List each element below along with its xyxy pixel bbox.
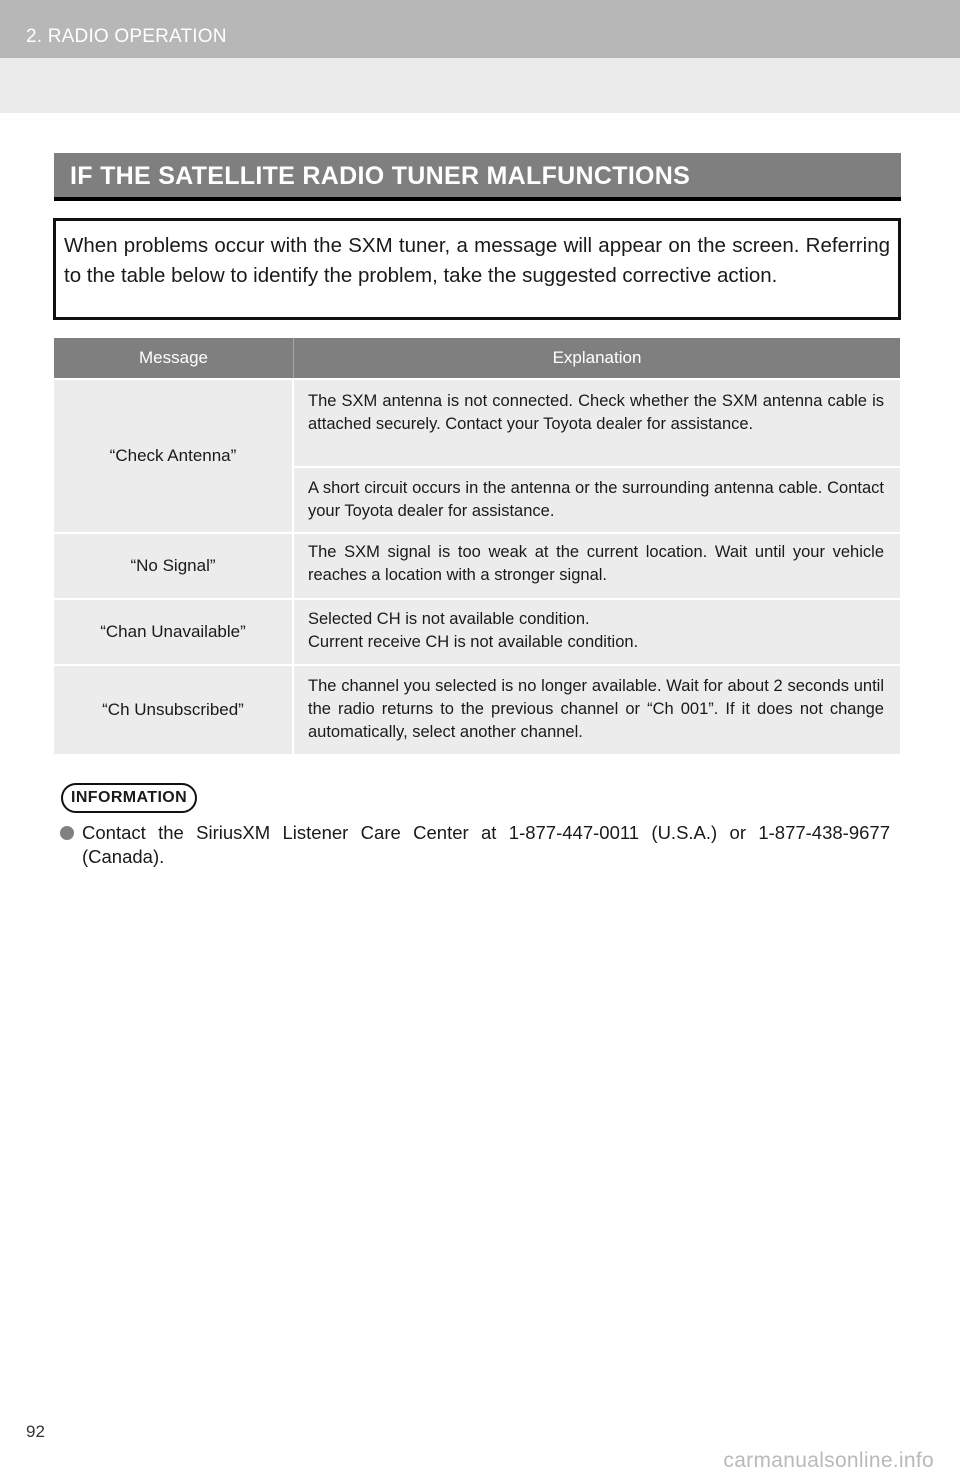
explanation-column xyxy=(294,534,900,598)
explanation-cell: The SXM signal is too weak at the current location. Wait until your vehicle reaches a location with a stronger signal. xyxy=(308,543,884,584)
table-header xyxy=(54,338,900,378)
message-cell: “Check Antenna” xyxy=(54,380,294,532)
watermark: carmanualsonline.info xyxy=(723,1449,934,1472)
table-row xyxy=(54,378,900,532)
message-cell: “No Signal” xyxy=(54,534,294,598)
section-title: IF THE SATELLITE RADIO TUNER MALFUNCTIONS xyxy=(70,162,691,190)
information-label: INFORMATION xyxy=(61,783,197,813)
table-row xyxy=(54,598,900,664)
information-text: Contact the SiriusXM Listener Care Center at 1-877-447-0011 (U.S.A.) or 1-877-438-9677 (Canada). xyxy=(82,822,890,867)
table-row xyxy=(54,532,900,598)
page-number: 92 xyxy=(26,1422,45,1441)
intro-box xyxy=(53,218,901,320)
explanation-cell: Selected CH is not available condition. Current receive CH is not available condition. xyxy=(308,610,639,651)
section-title-bar xyxy=(54,153,901,201)
explanation-column xyxy=(294,666,900,754)
explanation-column xyxy=(294,380,900,532)
message-table xyxy=(54,338,900,754)
explanation-cell: A short circuit occurs in the antenna or the surrounding antenna cable. Contact your Toyota dealer for assistance. xyxy=(294,466,900,532)
bullet-circle-icon xyxy=(60,826,74,840)
column-header-explanation: Explanation xyxy=(552,348,642,367)
explanation-cell: The channel you selected is no longer available. Wait for about 2 seconds until the radio returns to the previous channel or “Ch 001”. If it does not change automatically, select another channel. xyxy=(308,677,884,741)
table-row xyxy=(54,664,900,754)
information-item xyxy=(60,821,890,869)
intro-text: When problems occur with the SXM tuner, a message will appear on the screen. Referring to the table below to identify the problem, take the suggested corrective action. xyxy=(64,234,890,287)
message-cell: “Ch Unsubscribed” xyxy=(54,666,294,754)
column-header-message: Message xyxy=(54,338,294,378)
explanation-cell: The SXM antenna is not connected. Check whether the SXM antenna cable is attached securely. Contact your Toyota dealer for assistance. xyxy=(308,392,884,433)
chapter-title: 2. RADIO OPERATION xyxy=(26,26,227,47)
message-cell: “Chan Unavailable” xyxy=(54,600,294,664)
explanation-column xyxy=(294,600,900,664)
